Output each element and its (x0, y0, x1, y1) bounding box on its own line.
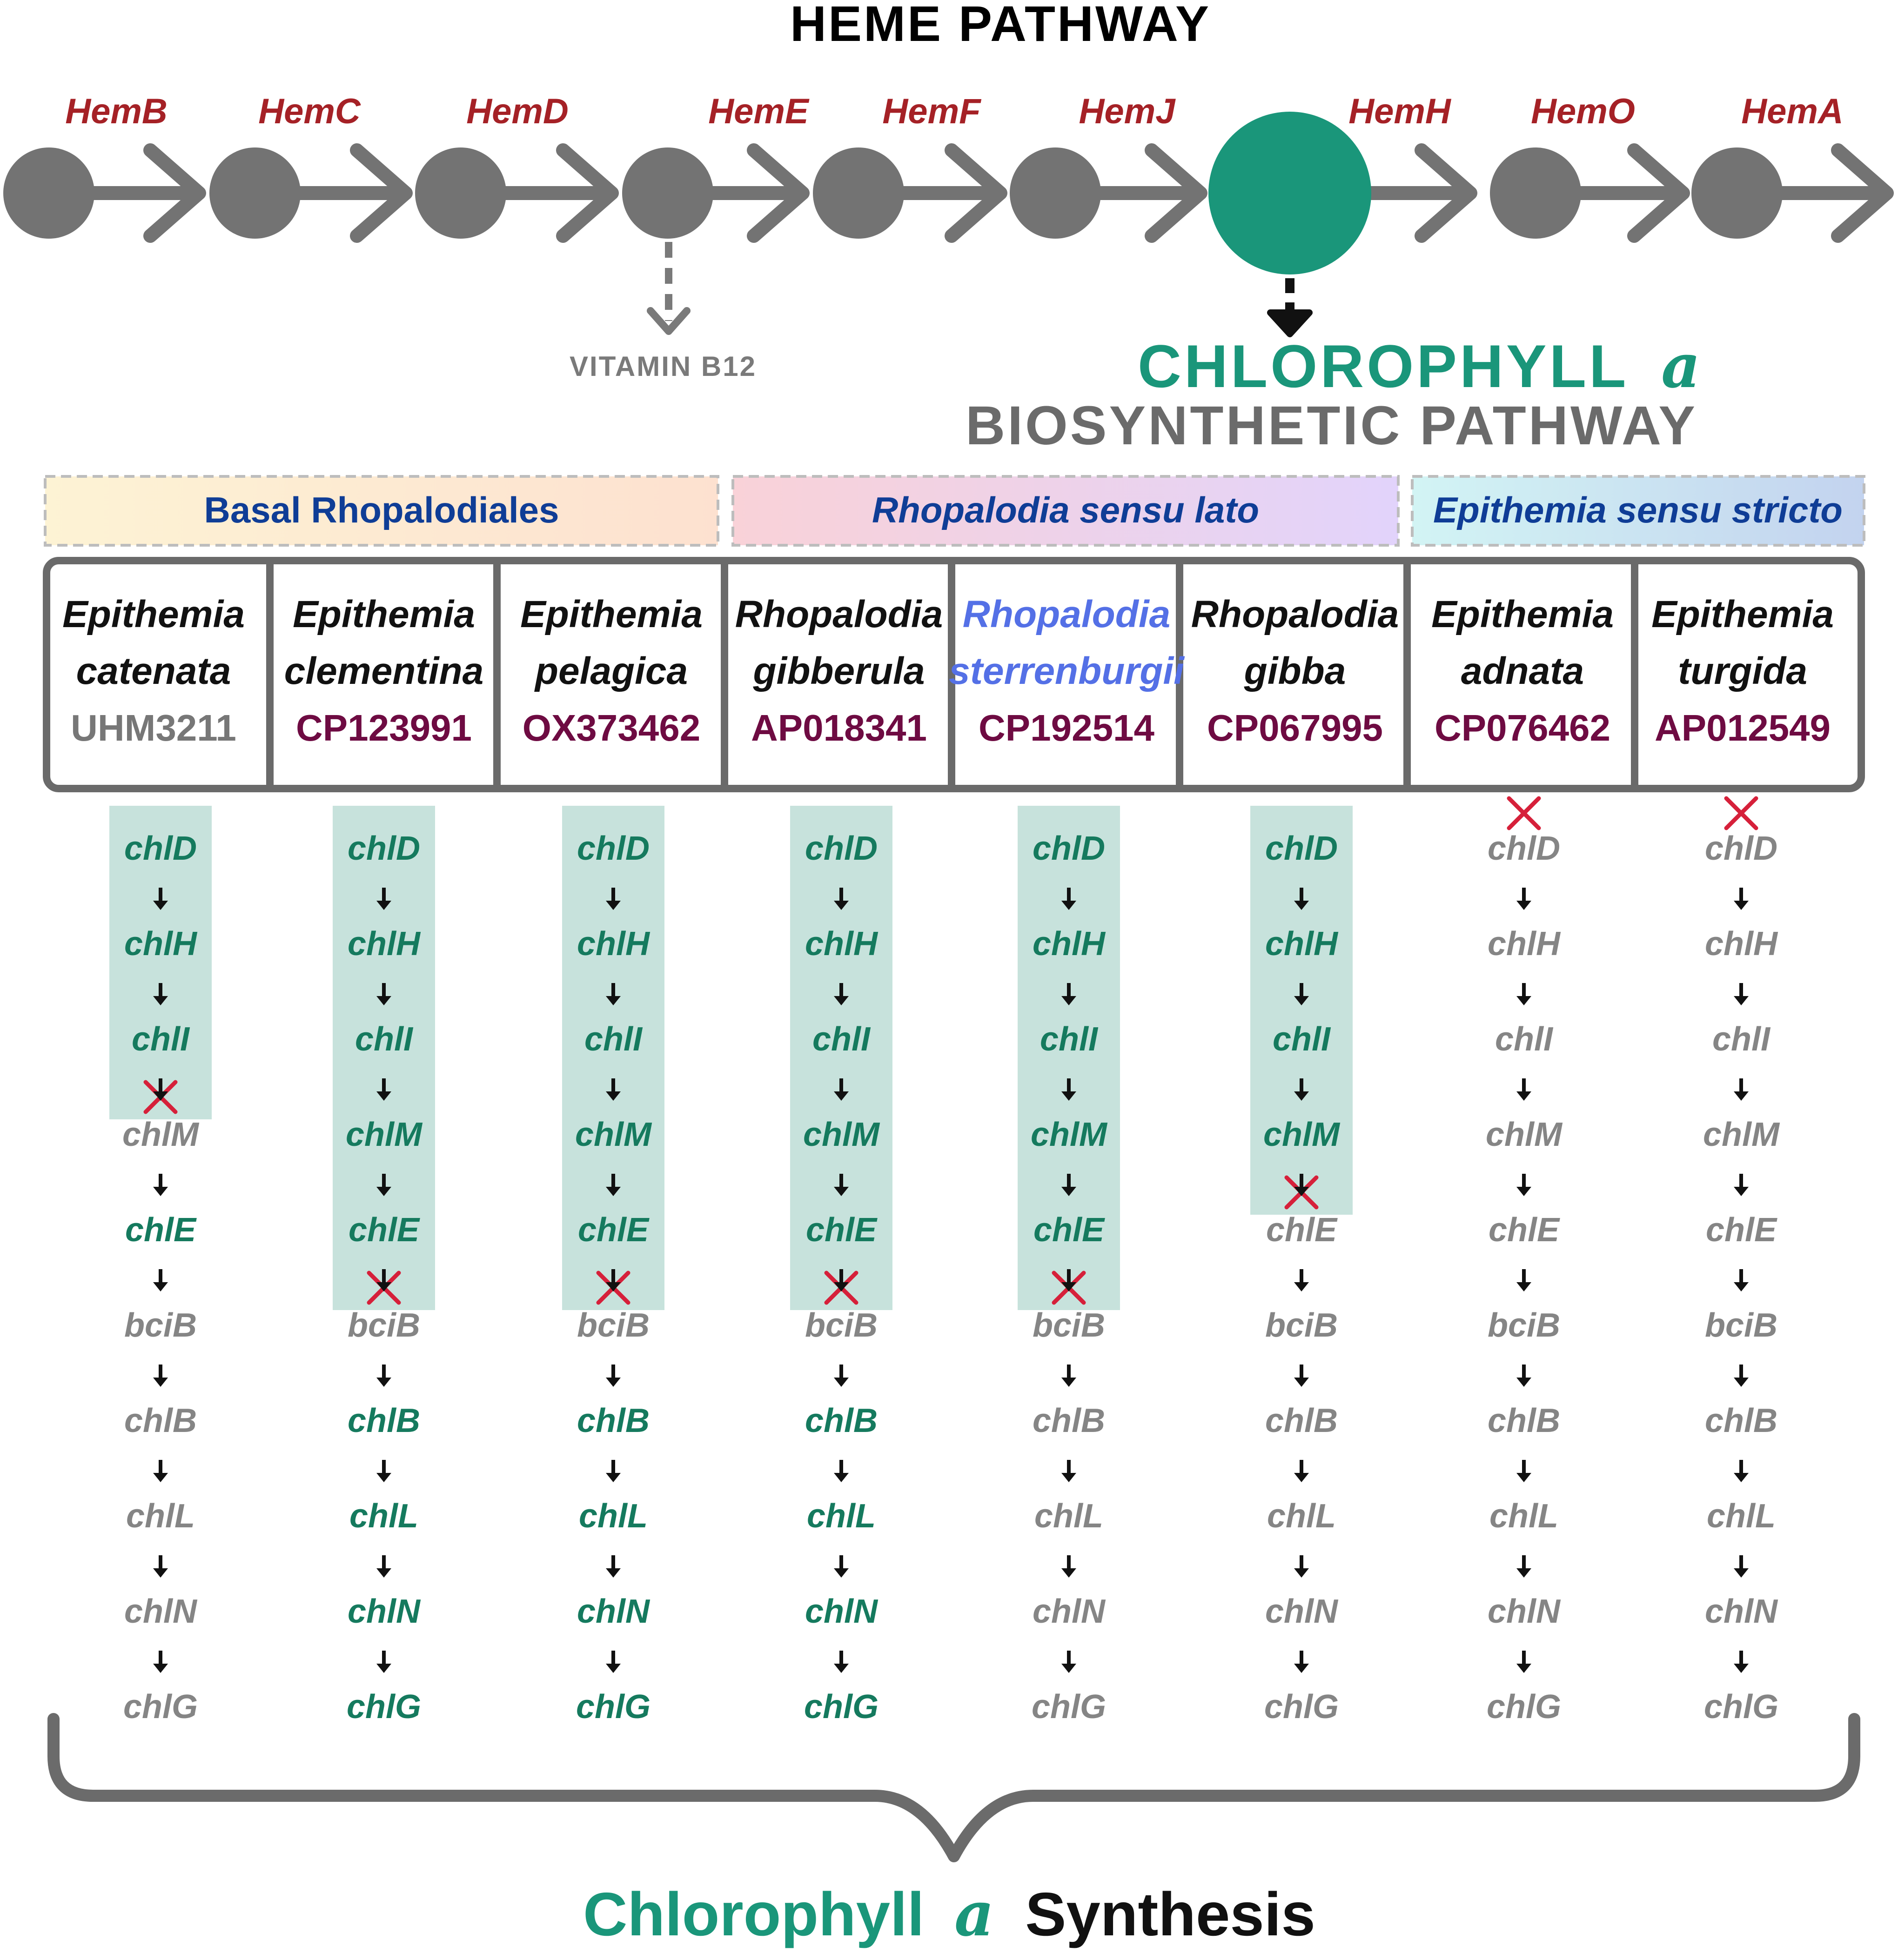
gene-label-bcib: bciB (1032, 1307, 1106, 1344)
gene-label-chlg: chlG (1264, 1688, 1339, 1726)
gene-label-chlg: chlG (1486, 1688, 1562, 1726)
gene-label-chld: chlD (1704, 830, 1778, 867)
gene-step-arrow (834, 1365, 849, 1387)
gene-label-chli: chlI (355, 1021, 413, 1058)
gene-step-arrow (1734, 1460, 1749, 1482)
gene-step-arrow (1516, 888, 1531, 910)
gene-label-chlb: chlB (805, 1402, 878, 1439)
species-accession: AP018341 (751, 707, 927, 749)
gene-label-chlh: chlH (805, 925, 878, 963)
gene-step-arrow (1294, 1555, 1309, 1578)
heme-node (1490, 147, 1581, 239)
group-label-rhopalodia: Rhopalodia sensu lato (872, 489, 1260, 530)
synthesis-word-chlorophyll: Chlorophyll (583, 1880, 925, 1948)
enzyme-label-hemc: HemC (258, 92, 361, 131)
gene-label-chlm: chlM (575, 1116, 652, 1153)
gene-step-arrow (1734, 1078, 1749, 1101)
species-epithet: catenata (76, 650, 231, 692)
enzyme-label-heme: HemE (708, 92, 809, 131)
gene-label-chlb: chlB (1032, 1402, 1106, 1439)
heme-node (209, 147, 301, 239)
gene-label-chlb: chlB (347, 1402, 421, 1439)
gene-label-chli: chlI (131, 1021, 190, 1058)
enzyme-label-hemh: HemH (1348, 92, 1451, 131)
group-label-epithemia: Epithemia sensu stricto (1433, 489, 1843, 530)
group-basal-rhopalodiales (45, 476, 718, 545)
group-label-basal: Basal Rhopalodiales (204, 489, 559, 530)
gene-label-chli: chlI (584, 1021, 643, 1058)
highlighted-gene-blocks (109, 806, 1353, 1310)
species-genus: Epithemia (1431, 593, 1614, 635)
gene-label-chln: chlN (1487, 1593, 1561, 1630)
species-genus: Rhopalodia (1191, 593, 1399, 635)
gene-label-chlb: chlB (577, 1402, 650, 1439)
gene-label-chld: chlD (1265, 830, 1338, 867)
heme-node-protoporphyrin (1208, 112, 1371, 274)
species-cell-rhopalodia-sterrenburgii (949, 593, 1185, 749)
gene-label-chld: chlD (577, 830, 650, 867)
species-cell-epithemia-pelagica (520, 593, 703, 749)
gene-label-chlh: chlH (1487, 925, 1561, 963)
gene-label-chld: chlD (347, 830, 421, 867)
gene-label-chld: chlD (805, 830, 878, 867)
gene-step-arrow (1516, 1174, 1531, 1196)
gene-label-chld: chlD (124, 830, 197, 867)
gene-step-arrow (153, 1365, 168, 1387)
gene-label-chlm: chlM (1703, 1116, 1780, 1153)
gene-step-arrow (1061, 1555, 1076, 1578)
gene-step-arrow (1061, 1651, 1076, 1673)
gene-label-chlb: chlB (1487, 1402, 1561, 1439)
enzyme-label-hemj: HemJ (1079, 92, 1175, 131)
species-genus: Rhopalodia (735, 593, 943, 635)
species-epithet: clementina (284, 650, 484, 692)
gene-step-arrow (1516, 983, 1531, 1005)
gene-label-bcib: bciB (1704, 1307, 1778, 1344)
gene-label-chlm: chlM (803, 1116, 880, 1153)
gene-label-chle: chlE (1705, 1211, 1777, 1249)
gene-label-chll: chlL (1489, 1498, 1559, 1535)
gene-label-chli: chlI (1040, 1021, 1098, 1058)
gene-label-chll: chlL (1706, 1498, 1776, 1535)
gene-step-arrow (1516, 1078, 1531, 1101)
gene-label-chlm: chlM (1485, 1116, 1563, 1153)
gene-step-arrow (153, 1651, 168, 1673)
gene-step-arrow (376, 1555, 391, 1578)
gene-label-chlh: chlH (124, 925, 197, 963)
gene-step-arrow (606, 1365, 621, 1387)
gene-label-chln: chlN (805, 1593, 878, 1630)
gene-label-chlh: chlH (577, 925, 650, 963)
gene-label-chle: chlE (1266, 1211, 1337, 1249)
gene-step-arrow (1061, 1460, 1076, 1482)
gene-label-chln: chlN (1704, 1593, 1778, 1630)
species-epithet: adnata (1461, 650, 1584, 692)
heme-node (1691, 147, 1783, 239)
gene-step-arrow (1516, 1651, 1531, 1673)
gene-step-arrow (1734, 1555, 1749, 1578)
gene-label-chll: chlL (1267, 1498, 1336, 1535)
species-genus: Epithemia (1651, 593, 1834, 635)
gene-step-arrow (1516, 1269, 1531, 1291)
gene-step-arrow (376, 1651, 391, 1673)
gene-label-chli: chlI (1272, 1021, 1331, 1058)
chlorophyll-a-title (1138, 330, 1703, 401)
gene-label-chlg: chlG (1704, 1688, 1779, 1726)
gene-label-chld: chlD (1032, 830, 1106, 867)
gene-label-chlh: chlH (1704, 925, 1778, 963)
gene-label-chle: chlE (1488, 1211, 1560, 1249)
gene-label-chlh: chlH (1032, 925, 1106, 963)
gene-label-chlb: chlB (1704, 1402, 1778, 1439)
gene-column-adnata (1486, 798, 1563, 1726)
gene-label-chln: chlN (347, 1593, 421, 1630)
gene-label-chll: chlL (349, 1498, 419, 1535)
gene-label-chln: chlN (124, 1593, 197, 1630)
species-genus: Rhopalodia (962, 593, 1171, 635)
gene-label-chld: chlD (1487, 830, 1561, 867)
gene-label-chlm: chlM (1030, 1116, 1107, 1153)
gene-label-chlb: chlB (1265, 1402, 1338, 1439)
species-cell-epithemia-catenata (62, 593, 245, 749)
gene-label-chlg: chlG (1031, 1688, 1107, 1726)
enzyme-label-hemf: HemF (882, 92, 981, 131)
gene-label-bcib: bciB (805, 1307, 878, 1344)
gene-label-chll: chlL (1034, 1498, 1104, 1535)
gene-label-bcib: bciB (1265, 1307, 1338, 1344)
gene-label-chlg: chlG (576, 1688, 651, 1726)
heme-node (1010, 147, 1101, 239)
gene-label-chle: chlE (348, 1211, 420, 1249)
species-epithet: gibberula (753, 650, 925, 692)
gene-step-arrow (834, 1555, 849, 1578)
gene-label-chlm: chlM (1263, 1116, 1340, 1153)
species-accession: CP076462 (1434, 707, 1611, 749)
species-epithet: turgida (1678, 650, 1807, 692)
vitamin-b12-branch (651, 242, 687, 331)
gene-label-bcib: bciB (347, 1307, 421, 1344)
enzyme-label-hemb: HemB (65, 92, 168, 131)
gene-label-chln: chlN (1032, 1593, 1106, 1630)
gene-step-arrow (153, 1460, 168, 1482)
biosynthetic-pathway-subtitle: BIOSYNTHETIC PATHWAY (966, 395, 1697, 456)
gene-label-chll: chlL (126, 1498, 195, 1535)
gene-label-chln: chlN (577, 1593, 650, 1630)
gene-label-bcib: bciB (1487, 1307, 1561, 1344)
gene-step-arrow (1734, 888, 1749, 910)
species-accession: UHM3211 (71, 707, 236, 749)
species-genus: Epithemia (62, 593, 245, 635)
species-accession: AP012549 (1654, 707, 1831, 749)
gene-step-arrow (834, 1651, 849, 1673)
heme-node (622, 147, 713, 239)
species-epithet: sterrenburgii (949, 650, 1184, 692)
gene-step-arrow (376, 1460, 391, 1482)
gene-step-arrow (606, 1460, 621, 1482)
gene-step-arrow (1734, 1651, 1749, 1673)
gene-label-chlm: chlM (345, 1116, 423, 1153)
gene-step-arrow (606, 1555, 621, 1578)
chlorophyll-a-title-word: CHLOROPHYLL (1138, 332, 1628, 400)
species-accession: OX373462 (522, 707, 701, 749)
gene-label-chlm: chlM (122, 1116, 199, 1153)
gene-label-chlg: chlG (346, 1688, 422, 1726)
gene-step-arrow (153, 1555, 168, 1578)
gene-step-arrow (1061, 1365, 1076, 1387)
gene-label-chlg: chlG (804, 1688, 879, 1726)
gene-label-chlh: chlH (1265, 925, 1338, 963)
species-cell-epithemia-clementina (284, 593, 483, 749)
species-cell-rhopalodia-gibberula (735, 593, 943, 749)
species-accession: CP123991 (295, 707, 472, 749)
gene-column-turgida (1703, 798, 1780, 1726)
enzyme-label-hemd: HemD (466, 92, 569, 131)
gene-label-chlg: chlG (123, 1688, 198, 1726)
heme-pathway-title: HEME PATHWAY (790, 0, 1211, 52)
gene-step-arrow (1734, 983, 1749, 1005)
species-genus: Epithemia (520, 593, 703, 635)
gene-label-chli: chlI (1712, 1021, 1771, 1058)
missing-gene-cross-icon (1509, 798, 1539, 828)
gene-step-arrow (834, 1460, 849, 1482)
gene-label-chle: chlE (577, 1211, 649, 1249)
gene-step-arrow (153, 1174, 168, 1196)
heme-node (813, 147, 904, 239)
gene-label-chle: chlE (1033, 1211, 1105, 1249)
heme-node (3, 147, 94, 239)
gene-label-chll: chlL (806, 1498, 876, 1535)
gene-step-arrow (1516, 1460, 1531, 1482)
gene-step-arrow (1294, 1651, 1309, 1673)
gene-step-arrow (1516, 1555, 1531, 1578)
gene-label-bcib: bciB (124, 1307, 197, 1344)
gene-step-arrow (1294, 1460, 1309, 1482)
gene-step-arrow (376, 1365, 391, 1387)
gene-label-chli: chlI (1495, 1021, 1553, 1058)
gene-label-chlh: chlH (347, 925, 421, 963)
synthesis-word-alpha: a (954, 1878, 994, 1950)
group-epithemia-sensu-stricto (1412, 476, 1864, 545)
gene-label-chle: chlE (805, 1211, 877, 1249)
species-cell-epithemia-turgida (1651, 593, 1834, 749)
summary-brace (54, 1719, 1854, 1856)
chlorophyll-synthesis-label (583, 1878, 1315, 1950)
species-epithet: pelagica (535, 650, 688, 692)
gene-step-arrow (1294, 1365, 1309, 1387)
gene-label-chlb: chlB (124, 1402, 197, 1439)
species-genus: Epithemia (293, 593, 475, 635)
gene-label-chli: chlI (812, 1021, 871, 1058)
enzyme-labels (65, 92, 1844, 131)
gene-label-chll: chlL (578, 1498, 648, 1535)
gene-step-arrow (1294, 1269, 1309, 1291)
gene-step-arrow (1734, 1174, 1749, 1196)
synthesis-word-synthesis: Synthesis (1025, 1880, 1315, 1948)
enzyme-label-hema: HemA (1741, 92, 1844, 131)
gene-step-arrow (153, 1269, 168, 1291)
chlorophyll-a-title-alpha: a (1661, 330, 1704, 401)
gene-step-arrow (1734, 1365, 1749, 1387)
gene-label-chle: chlE (125, 1211, 196, 1249)
group-rhopalodia-sensu-lato (733, 476, 1398, 545)
heme-node (415, 147, 506, 239)
missing-gene-cross-icon (1726, 798, 1756, 828)
species-epithet: gibba (1244, 650, 1346, 692)
gene-step-arrow (1516, 1365, 1531, 1387)
gene-label-bcib: bciB (577, 1307, 650, 1344)
gene-step-arrow (606, 1651, 621, 1673)
species-accession: CP067995 (1207, 707, 1383, 749)
heme-pathway-chain (3, 112, 1887, 274)
vitamin-b12-label: VITAMIN B12 (570, 351, 757, 382)
gene-label-chln: chlN (1265, 1593, 1338, 1630)
species-accession: CP192514 (978, 707, 1155, 749)
chlorophyll-branch (1270, 278, 1309, 334)
enzyme-label-hemo: HemO (1531, 92, 1635, 131)
gene-step-arrow (1734, 1269, 1749, 1291)
